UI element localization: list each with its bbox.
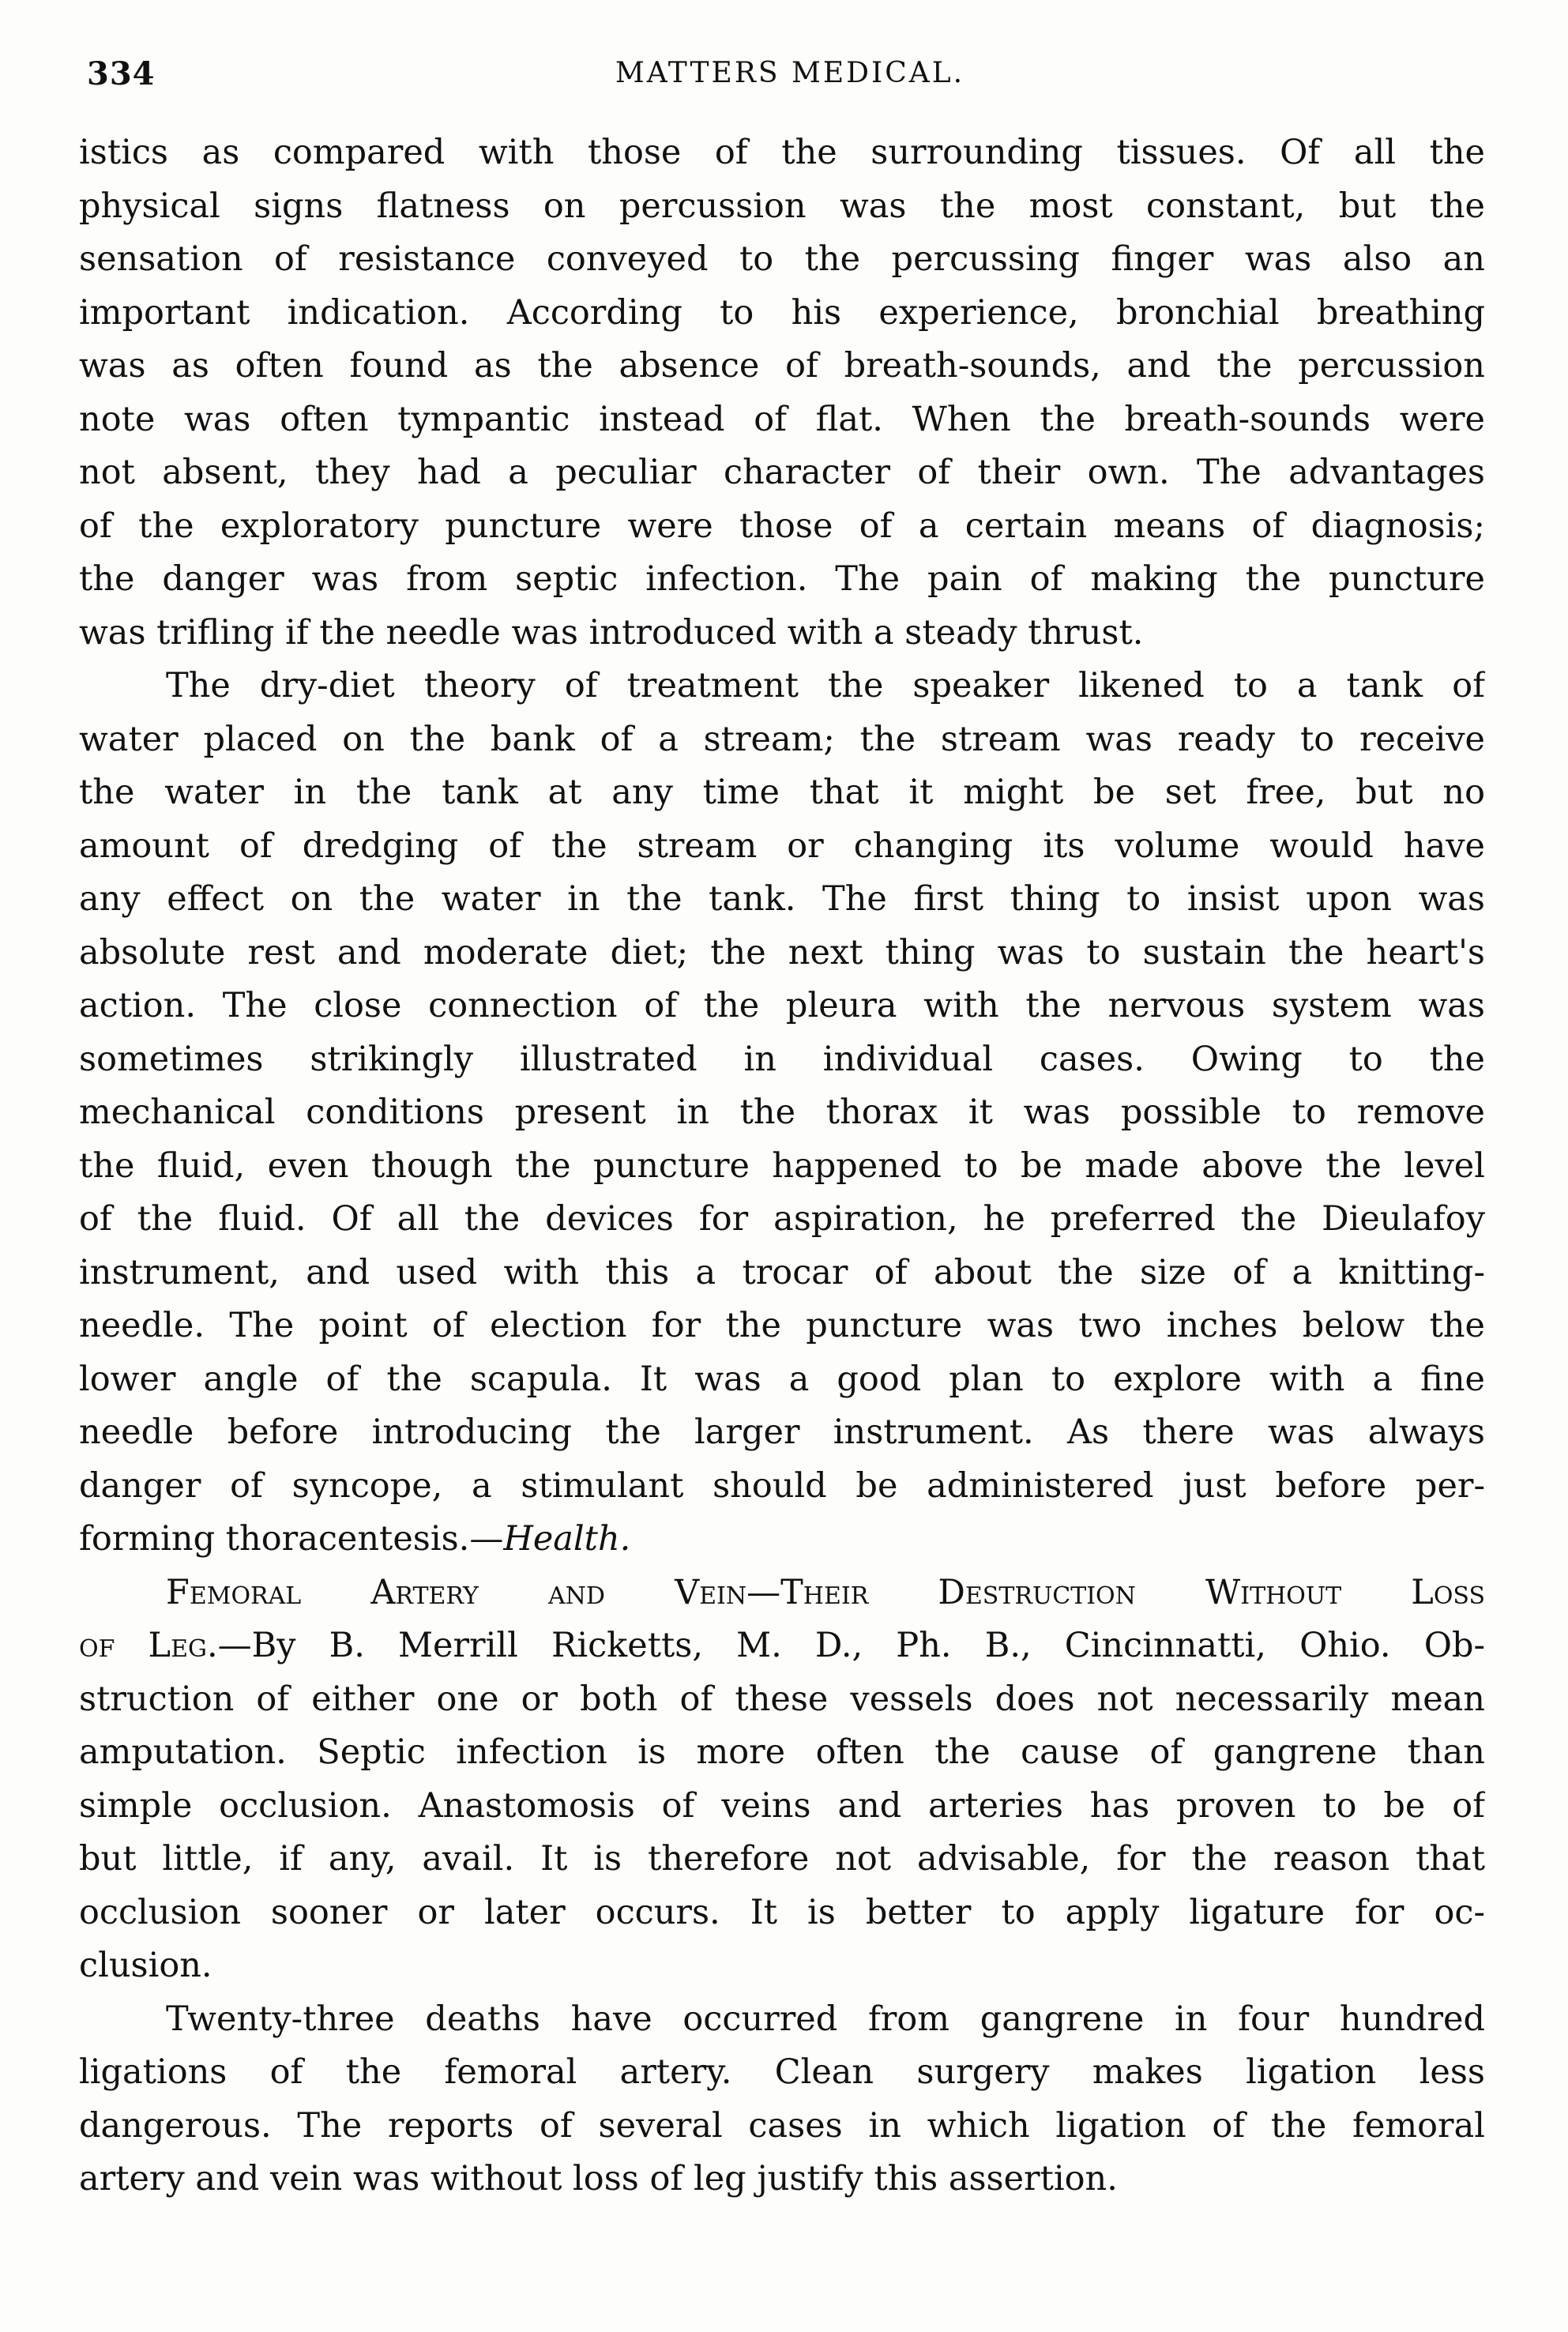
text-line: the water in the tank at any time that it might be set free, but no: [79, 773, 1485, 812]
body-text: [79, 126, 1485, 2206]
text-line: action. The close connection of the pleura with the nervous system was: [79, 986, 1485, 1025]
text-line: needle. The point of election for the puncture was two inches below the: [79, 1306, 1485, 1345]
text-line: any effect on the water in the tank. The first thing to insist upon was: [79, 879, 1485, 919]
text-line: The dry-diet theory of treatment the speaker likened to a tank of: [166, 666, 1485, 705]
text-line: simple occlusion. Anastomosis of veins and arteries has proven to be of: [79, 1785, 1485, 1826]
text-line: ligations of the femoral artery. Clean surgery makes ligation less: [79, 2052, 1485, 2092]
paragraph-dry-diet-theory: [79, 660, 1485, 1567]
text-line: note was often tympantic instead of flat. When the breath-sounds were: [79, 399, 1485, 439]
text-line: [79, 1513, 1485, 1567]
text-line: amount of dredging of the stream or changing its volume would have: [79, 826, 1485, 866]
author-byline: —By B. Merrill Ricketts, M. D., Ph. B., Cincinnatti, Ohio. Ob-: [217, 1626, 1485, 1665]
text-line: needle before introducing the larger instrument. As there was always: [79, 1412, 1485, 1452]
paragraph-ligation-deaths: [79, 1993, 1485, 2206]
text-line: istics as compared with those of the surrounding tissues. Of all the: [79, 133, 1485, 172]
text-line: water placed on the bank of a stream; the stream was ready to receive: [79, 719, 1485, 759]
text-line: the danger was from septic infection. The pain of making the puncture: [79, 559, 1485, 599]
text-line: sensation of resistance conveyed to the percussing finger was also an: [79, 239, 1485, 279]
text-line: of the exploratory puncture were those of a certain means of diagnosis;: [79, 506, 1485, 546]
text-line: struction of either one or both of these vessels does not necessarily mean: [79, 1679, 1485, 1719]
text-line: important indication. According to his experience, bronchial breathing: [79, 292, 1485, 333]
text-line-start: forming thoracentesis.—: [79, 1519, 504, 1559]
text-line: but little, if any, avail. It is therefore not advisable, for the reason that: [79, 1839, 1485, 1879]
text-line: of the fluid. Of all the devices for aspiration, he preferred the Dieulafoy: [79, 1199, 1485, 1239]
text-line: was as often found as the absence of breath-sounds, and the percussion: [79, 346, 1485, 386]
text-line: clusion.: [79, 1946, 212, 1985]
text-line: artery and vein was without loss of leg justify this assertion.: [79, 2159, 1118, 2198]
article-heading-end: of Leg.: [79, 1626, 218, 1665]
paragraph-femoral-artery-article: [79, 1567, 1485, 1993]
text-line: sometimes strikingly illustrated in individual cases. Owing to the: [79, 1039, 1485, 1079]
article-heading: Femoral Artery and Vein—Their Destruction Without Loss: [166, 1572, 1485, 1612]
text-line: Twenty-three deaths have occurred from gangrene in four hundred: [166, 1999, 1485, 2039]
source-citation: Health.: [503, 1519, 631, 1559]
text-line: the fluid, even though the puncture happened to be made above the level: [79, 1145, 1485, 1186]
page-number: 334: [87, 55, 156, 92]
text-line: [79, 1619, 1485, 1673]
running-head: [79, 55, 1501, 103]
text-line: mechanical conditions present in the thorax it was possible to remove: [79, 1093, 1485, 1132]
text-line: was trifling if the needle was introduced with a steady thrust.: [79, 612, 1144, 653]
paragraph-pleurisy-signs: [79, 126, 1485, 660]
text-line: amputation. Septic infection is more often the cause of gangrene than: [79, 1732, 1485, 1772]
text-line: not absent, they had a peculiar character of their own. The advantages: [79, 453, 1485, 492]
text-line: danger of syncope, a stimulant should be administered just before per-: [79, 1465, 1485, 1506]
text-line: occlusion sooner or later occurs. It is better to apply ligature for oc-: [79, 1892, 1485, 1932]
text-line: instrument, and used with this a trocar of about the size of a knitting-: [79, 1252, 1485, 1292]
running-title: MATTERS MEDICAL.: [615, 57, 965, 89]
text-line: absolute rest and moderate diet; the next thing was to sustain the heart's: [79, 932, 1485, 972]
text-line: lower angle of the scapula. It was a good plan to explore with a fine: [79, 1359, 1485, 1399]
text-line: dangerous. The reports of several cases in which ligation of the femoral: [79, 2105, 1485, 2146]
text-line: physical signs flatness on percussion was the most constant, but the: [79, 186, 1485, 226]
